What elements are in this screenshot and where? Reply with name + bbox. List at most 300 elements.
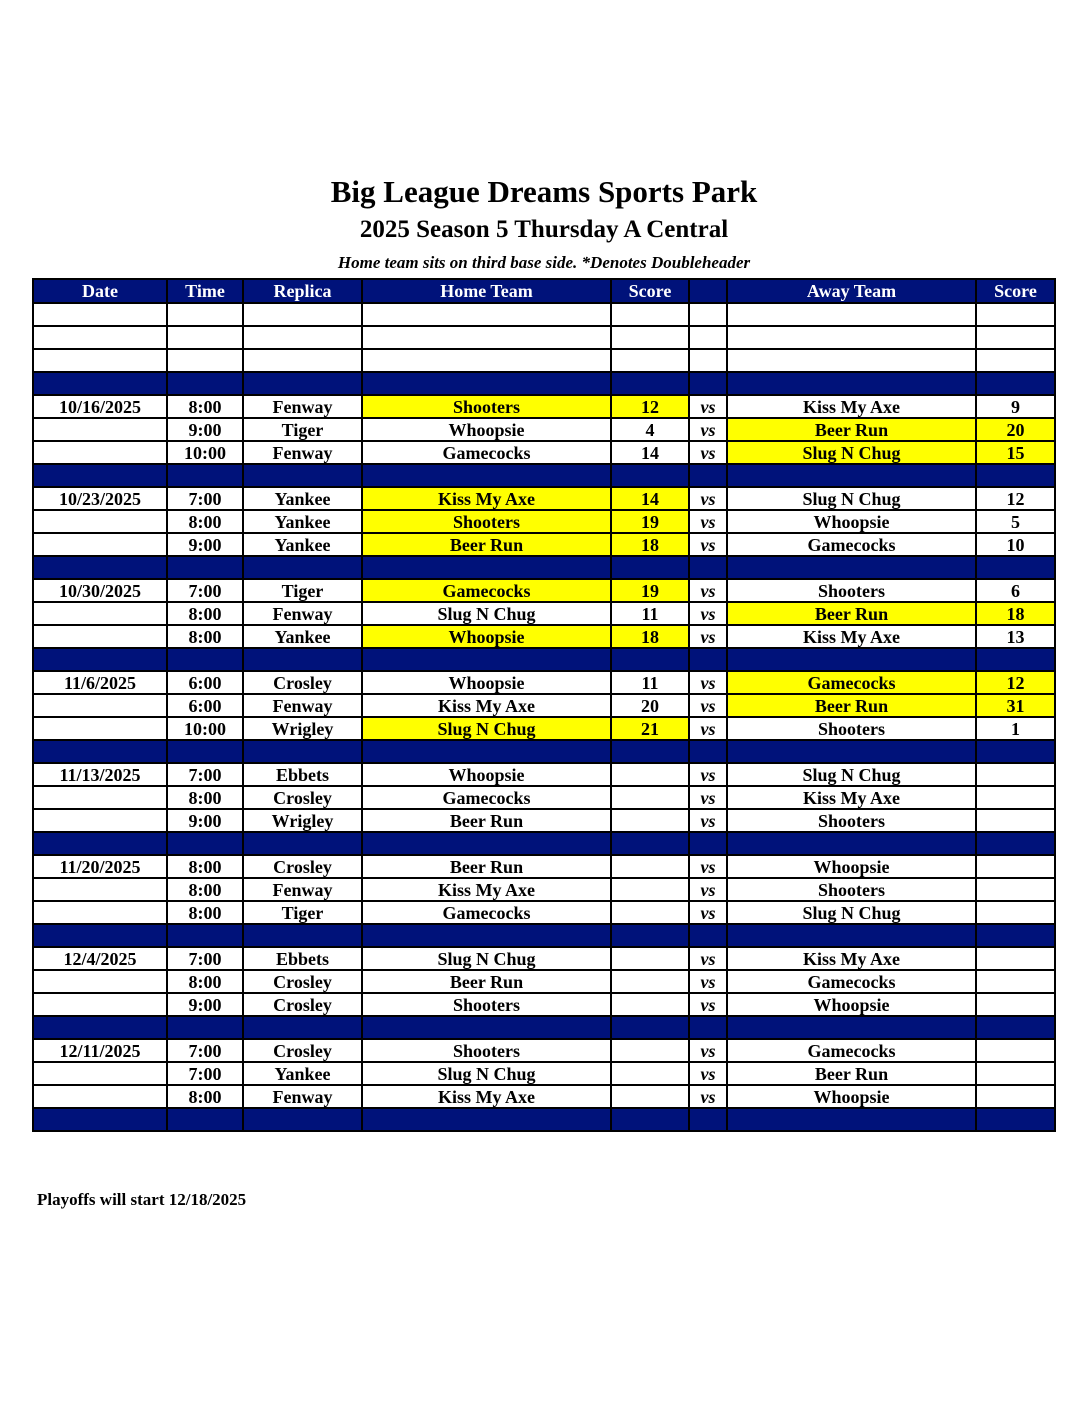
vs-cell: vs xyxy=(689,395,727,418)
blank-row xyxy=(33,326,1055,349)
replica-cell: Crosley xyxy=(243,786,362,809)
home-score-cell xyxy=(611,349,689,372)
table-row xyxy=(33,579,1055,602)
replica-cell: Fenway xyxy=(243,441,362,464)
replica-cell: Ebbets xyxy=(243,763,362,786)
time-cell: 8:00 xyxy=(167,1085,243,1108)
playoffs-note: Playoffs will start 12/18/2025 xyxy=(37,1190,247,1209)
table-row xyxy=(33,970,1055,993)
date-cell xyxy=(33,1062,167,1085)
away-team-cell: Kiss My Axe xyxy=(727,786,976,809)
separator-cell xyxy=(362,372,611,395)
away-team-cell: Beer Run xyxy=(727,1062,976,1085)
col-header-away-score: Score xyxy=(976,279,1055,303)
separator-cell xyxy=(976,372,1055,395)
home-team-cell: Gamecocks xyxy=(362,579,611,602)
home-score-cell: 18 xyxy=(611,625,689,648)
away-team-cell: Shooters xyxy=(727,809,976,832)
replica-cell: Crosley xyxy=(243,1039,362,1062)
home-team-cell: Slug N Chug xyxy=(362,947,611,970)
home-team-cell: Shooters xyxy=(362,395,611,418)
away-score-cell xyxy=(976,901,1055,924)
week-separator-row xyxy=(33,556,1055,579)
away-score-cell xyxy=(976,786,1055,809)
replica-cell: Crosley xyxy=(243,970,362,993)
home-score-cell xyxy=(611,1039,689,1062)
separator-cell xyxy=(689,740,727,763)
vs-cell xyxy=(689,349,727,372)
table-row xyxy=(33,1085,1055,1108)
date-cell: 12/4/2025 xyxy=(33,947,167,970)
away-team-cell: Whoopsie xyxy=(727,855,976,878)
col-header-home-score: Score xyxy=(611,279,689,303)
away-score-cell: 10 xyxy=(976,533,1055,556)
vs-cell xyxy=(689,303,727,326)
home-score-cell: 11 xyxy=(611,602,689,625)
table-row xyxy=(33,602,1055,625)
vs-cell: vs xyxy=(689,1039,727,1062)
away-score-cell xyxy=(976,349,1055,372)
separator-cell xyxy=(727,372,976,395)
away-team-cell: Slug N Chug xyxy=(727,487,976,510)
away-score-cell xyxy=(976,970,1055,993)
home-score-cell xyxy=(611,1062,689,1085)
table-row xyxy=(33,694,1055,717)
separator-cell xyxy=(167,648,243,671)
separator-cell xyxy=(167,556,243,579)
week-separator-row xyxy=(33,1108,1055,1131)
separator-cell xyxy=(362,740,611,763)
date-cell xyxy=(33,625,167,648)
replica-cell: Wrigley xyxy=(243,809,362,832)
col-header-time: Time xyxy=(167,279,243,303)
time-cell: 8:00 xyxy=(167,395,243,418)
replica-cell: Yankee xyxy=(243,533,362,556)
separator-cell xyxy=(976,740,1055,763)
home-team-cell: Gamecocks xyxy=(362,901,611,924)
table-row xyxy=(33,510,1055,533)
separator-cell xyxy=(167,372,243,395)
home-score-cell: 12 xyxy=(611,395,689,418)
table-row xyxy=(33,993,1055,1016)
vs-cell: vs xyxy=(689,809,727,832)
blank-row xyxy=(33,303,1055,326)
date-cell: 12/11/2025 xyxy=(33,1039,167,1062)
separator-cell xyxy=(362,1016,611,1039)
away-score-cell xyxy=(976,303,1055,326)
vs-cell: vs xyxy=(689,1062,727,1085)
col-header-date: Date xyxy=(33,279,167,303)
away-team-cell: Beer Run xyxy=(727,602,976,625)
separator-cell xyxy=(243,1016,362,1039)
separator-cell xyxy=(243,556,362,579)
table-row xyxy=(33,878,1055,901)
separator-cell xyxy=(611,372,689,395)
away-score-cell xyxy=(976,1062,1055,1085)
replica-cell: Crosley xyxy=(243,993,362,1016)
replica-cell: Crosley xyxy=(243,855,362,878)
replica-cell: Tiger xyxy=(243,901,362,924)
date-cell xyxy=(33,786,167,809)
separator-cell xyxy=(243,464,362,487)
time-cell: 8:00 xyxy=(167,970,243,993)
separator-cell xyxy=(727,740,976,763)
week-separator-row xyxy=(33,1016,1055,1039)
replica-cell xyxy=(243,303,362,326)
home-team-cell: Kiss My Axe xyxy=(362,878,611,901)
table-row xyxy=(33,625,1055,648)
replica-cell: Yankee xyxy=(243,1062,362,1085)
table-row xyxy=(33,855,1055,878)
vs-cell: vs xyxy=(689,901,727,924)
vs-cell: vs xyxy=(689,855,727,878)
separator-cell xyxy=(362,832,611,855)
replica-cell: Crosley xyxy=(243,671,362,694)
replica-cell: Wrigley xyxy=(243,717,362,740)
week-separator-row xyxy=(33,832,1055,855)
home-team-cell: Shooters xyxy=(362,993,611,1016)
separator-cell xyxy=(33,556,167,579)
vs-cell: vs xyxy=(689,510,727,533)
time-cell xyxy=(167,326,243,349)
separator-cell xyxy=(689,464,727,487)
home-score-cell: 14 xyxy=(611,441,689,464)
home-team-cell: Whoopsie xyxy=(362,671,611,694)
away-team-cell: Kiss My Axe xyxy=(727,395,976,418)
separator-cell xyxy=(727,1016,976,1039)
home-score-cell xyxy=(611,303,689,326)
away-score-cell xyxy=(976,763,1055,786)
separator-cell xyxy=(689,372,727,395)
time-cell xyxy=(167,303,243,326)
vs-cell: vs xyxy=(689,1085,727,1108)
table-row xyxy=(33,717,1055,740)
replica-cell: Yankee xyxy=(243,510,362,533)
vs-cell: vs xyxy=(689,993,727,1016)
separator-cell xyxy=(611,1016,689,1039)
vs-cell: vs xyxy=(689,602,727,625)
away-team-cell: Whoopsie xyxy=(727,993,976,1016)
home-score-cell xyxy=(611,786,689,809)
away-team-cell: Slug N Chug xyxy=(727,763,976,786)
time-cell: 8:00 xyxy=(167,786,243,809)
separator-cell xyxy=(689,1108,727,1131)
time-cell: 6:00 xyxy=(167,671,243,694)
date-cell xyxy=(33,993,167,1016)
separator-cell xyxy=(33,924,167,947)
date-cell: 10/16/2025 xyxy=(33,395,167,418)
replica-cell: Fenway xyxy=(243,1085,362,1108)
away-team-cell: Kiss My Axe xyxy=(727,947,976,970)
home-score-cell xyxy=(611,878,689,901)
date-cell: 11/6/2025 xyxy=(33,671,167,694)
week-separator-row xyxy=(33,372,1055,395)
away-team-cell: Shooters xyxy=(727,878,976,901)
date-cell xyxy=(33,510,167,533)
table-row xyxy=(33,763,1055,786)
table-row xyxy=(33,809,1055,832)
col-header-vs xyxy=(689,279,727,303)
separator-cell xyxy=(611,556,689,579)
vs-cell: vs xyxy=(689,625,727,648)
separator-cell xyxy=(167,924,243,947)
page-title: Big League Dreams Sports Park xyxy=(330,174,758,209)
home-team-cell: Beer Run xyxy=(362,809,611,832)
separator-cell xyxy=(727,924,976,947)
home-team-cell: Beer Run xyxy=(362,533,611,556)
away-score-cell xyxy=(976,878,1055,901)
away-score-cell: 1 xyxy=(976,717,1055,740)
vs-cell: vs xyxy=(689,717,727,740)
date-cell xyxy=(33,717,167,740)
date-cell xyxy=(33,602,167,625)
replica-cell: Fenway xyxy=(243,878,362,901)
time-cell: 8:00 xyxy=(167,901,243,924)
home-score-cell xyxy=(611,763,689,786)
home-score-cell: 11 xyxy=(611,671,689,694)
vs-cell: vs xyxy=(689,418,727,441)
time-cell: 8:00 xyxy=(167,602,243,625)
time-cell: 7:00 xyxy=(167,487,243,510)
separator-cell xyxy=(689,924,727,947)
time-cell: 9:00 xyxy=(167,533,243,556)
away-team-cell: Shooters xyxy=(727,717,976,740)
week-separator-row xyxy=(33,648,1055,671)
away-team-cell: Slug N Chug xyxy=(727,901,976,924)
separator-cell xyxy=(243,740,362,763)
away-team-cell: Gamecocks xyxy=(727,533,976,556)
separator-cell xyxy=(33,832,167,855)
time-cell: 7:00 xyxy=(167,1062,243,1085)
time-cell xyxy=(167,349,243,372)
table-row xyxy=(33,947,1055,970)
away-team-cell: Gamecocks xyxy=(727,1039,976,1062)
away-team-cell: Beer Run xyxy=(727,694,976,717)
vs-cell: vs xyxy=(689,878,727,901)
away-score-cell: 15 xyxy=(976,441,1055,464)
vs-cell: vs xyxy=(689,671,727,694)
blank-row xyxy=(33,349,1055,372)
separator-cell xyxy=(167,1016,243,1039)
separator-cell xyxy=(33,740,167,763)
table-row xyxy=(33,671,1055,694)
home-score-cell: 19 xyxy=(611,579,689,602)
replica-cell: Yankee xyxy=(243,487,362,510)
home-team-cell xyxy=(362,326,611,349)
replica-cell xyxy=(243,349,362,372)
away-team-cell: Whoopsie xyxy=(727,510,976,533)
separator-cell xyxy=(611,648,689,671)
home-team-cell: Beer Run xyxy=(362,970,611,993)
vs-cell: vs xyxy=(689,441,727,464)
table-row xyxy=(33,533,1055,556)
separator-cell xyxy=(362,648,611,671)
time-cell: 8:00 xyxy=(167,878,243,901)
replica-cell: Ebbets xyxy=(243,947,362,970)
separator-cell xyxy=(689,556,727,579)
week-separator-row xyxy=(33,924,1055,947)
week-separator-row xyxy=(33,740,1055,763)
away-score-cell: 18 xyxy=(976,602,1055,625)
separator-cell xyxy=(727,464,976,487)
replica-cell: Tiger xyxy=(243,418,362,441)
separator-cell xyxy=(362,924,611,947)
separator-cell xyxy=(611,924,689,947)
vs-cell: vs xyxy=(689,786,727,809)
time-cell: 8:00 xyxy=(167,510,243,533)
away-team-cell xyxy=(727,326,976,349)
date-cell xyxy=(33,418,167,441)
separator-cell xyxy=(362,556,611,579)
date-cell xyxy=(33,349,167,372)
vs-cell: vs xyxy=(689,763,727,786)
away-score-cell xyxy=(976,809,1055,832)
separator-cell xyxy=(243,832,362,855)
vs-cell: vs xyxy=(689,970,727,993)
col-header-home-team: Home Team xyxy=(362,279,611,303)
separator-cell xyxy=(243,1108,362,1131)
separator-cell xyxy=(362,464,611,487)
away-score-cell xyxy=(976,326,1055,349)
home-score-cell: 14 xyxy=(611,487,689,510)
vs-cell: vs xyxy=(689,579,727,602)
separator-cell xyxy=(243,924,362,947)
away-score-cell xyxy=(976,993,1055,1016)
replica-cell: Fenway xyxy=(243,602,362,625)
table-row xyxy=(33,395,1055,418)
home-team-cell: Slug N Chug xyxy=(362,1062,611,1085)
vs-cell: vs xyxy=(689,487,727,510)
away-team-cell: Gamecocks xyxy=(727,671,976,694)
table-row xyxy=(33,786,1055,809)
separator-cell xyxy=(727,832,976,855)
away-score-cell xyxy=(976,1039,1055,1062)
home-team-cell: Gamecocks xyxy=(362,786,611,809)
date-cell xyxy=(33,970,167,993)
time-cell: 9:00 xyxy=(167,993,243,1016)
away-score-cell xyxy=(976,855,1055,878)
home-score-cell: 18 xyxy=(611,533,689,556)
separator-cell xyxy=(727,556,976,579)
vs-cell: vs xyxy=(689,947,727,970)
home-team-cell: Slug N Chug xyxy=(362,717,611,740)
away-team-cell: Kiss My Axe xyxy=(727,625,976,648)
separator-cell xyxy=(976,648,1055,671)
home-team-cell: Shooters xyxy=(362,510,611,533)
separator-cell xyxy=(167,740,243,763)
home-team-cell: Shooters xyxy=(362,1039,611,1062)
home-team-cell: Beer Run xyxy=(362,855,611,878)
table-row xyxy=(33,418,1055,441)
time-cell: 7:00 xyxy=(167,1039,243,1062)
away-score-cell: 13 xyxy=(976,625,1055,648)
home-team-cell: Gamecocks xyxy=(362,441,611,464)
away-team-cell: Gamecocks xyxy=(727,970,976,993)
date-cell xyxy=(33,303,167,326)
vs-cell xyxy=(689,326,727,349)
home-team-cell: Whoopsie xyxy=(362,625,611,648)
schedule-body xyxy=(33,303,1055,1131)
week-separator-row xyxy=(33,464,1055,487)
date-cell xyxy=(33,694,167,717)
time-cell: 6:00 xyxy=(167,694,243,717)
home-team-cell: Whoopsie xyxy=(362,418,611,441)
home-score-cell xyxy=(611,901,689,924)
home-score-cell xyxy=(611,855,689,878)
away-score-cell: 20 xyxy=(976,418,1055,441)
date-cell xyxy=(33,441,167,464)
away-score-cell: 31 xyxy=(976,694,1055,717)
replica-cell: Fenway xyxy=(243,395,362,418)
separator-cell xyxy=(689,1016,727,1039)
away-score-cell: 12 xyxy=(976,671,1055,694)
away-team-cell: Shooters xyxy=(727,579,976,602)
home-score-cell xyxy=(611,993,689,1016)
home-score-cell: 4 xyxy=(611,418,689,441)
home-team-cell: Slug N Chug xyxy=(362,602,611,625)
replica-cell: Tiger xyxy=(243,579,362,602)
table-row xyxy=(33,1039,1055,1062)
date-cell xyxy=(33,878,167,901)
replica-cell: Yankee xyxy=(243,625,362,648)
separator-cell xyxy=(689,648,727,671)
separator-cell xyxy=(727,1108,976,1131)
separator-cell xyxy=(976,556,1055,579)
time-cell: 10:00 xyxy=(167,717,243,740)
separator-cell xyxy=(362,1108,611,1131)
home-team-cell: Whoopsie xyxy=(362,763,611,786)
time-cell: 7:00 xyxy=(167,947,243,970)
table-row xyxy=(33,1062,1055,1085)
separator-cell xyxy=(976,1108,1055,1131)
home-team-cell xyxy=(362,349,611,372)
vs-cell: vs xyxy=(689,533,727,556)
time-cell: 8:00 xyxy=(167,855,243,878)
date-cell: 11/13/2025 xyxy=(33,763,167,786)
date-cell xyxy=(33,1085,167,1108)
vs-cell: vs xyxy=(689,694,727,717)
date-cell: 11/20/2025 xyxy=(33,855,167,878)
table-row xyxy=(33,441,1055,464)
home-score-cell: 21 xyxy=(611,717,689,740)
away-team-cell: Whoopsie xyxy=(727,1085,976,1108)
schedule-table xyxy=(32,278,1056,1132)
away-score-cell: 5 xyxy=(976,510,1055,533)
separator-cell xyxy=(976,832,1055,855)
home-team-cell xyxy=(362,303,611,326)
table-row xyxy=(33,901,1055,924)
separator-cell xyxy=(167,464,243,487)
away-score-cell: 12 xyxy=(976,487,1055,510)
away-score-cell: 9 xyxy=(976,395,1055,418)
away-team-cell: Beer Run xyxy=(727,418,976,441)
separator-cell xyxy=(33,648,167,671)
separator-cell xyxy=(611,740,689,763)
separator-cell xyxy=(243,648,362,671)
date-cell xyxy=(33,326,167,349)
doubleheader-note: Home team sits on third base side. *Denotes Doubleheader xyxy=(337,253,751,272)
date-cell: 10/30/2025 xyxy=(33,579,167,602)
date-cell xyxy=(33,533,167,556)
separator-cell xyxy=(611,1108,689,1131)
time-cell: 7:00 xyxy=(167,763,243,786)
table-row xyxy=(33,487,1055,510)
separator-cell xyxy=(976,1016,1055,1039)
separator-cell xyxy=(727,648,976,671)
away-team-cell: Slug N Chug xyxy=(727,441,976,464)
separator-cell xyxy=(167,1108,243,1131)
home-score-cell xyxy=(611,1085,689,1108)
